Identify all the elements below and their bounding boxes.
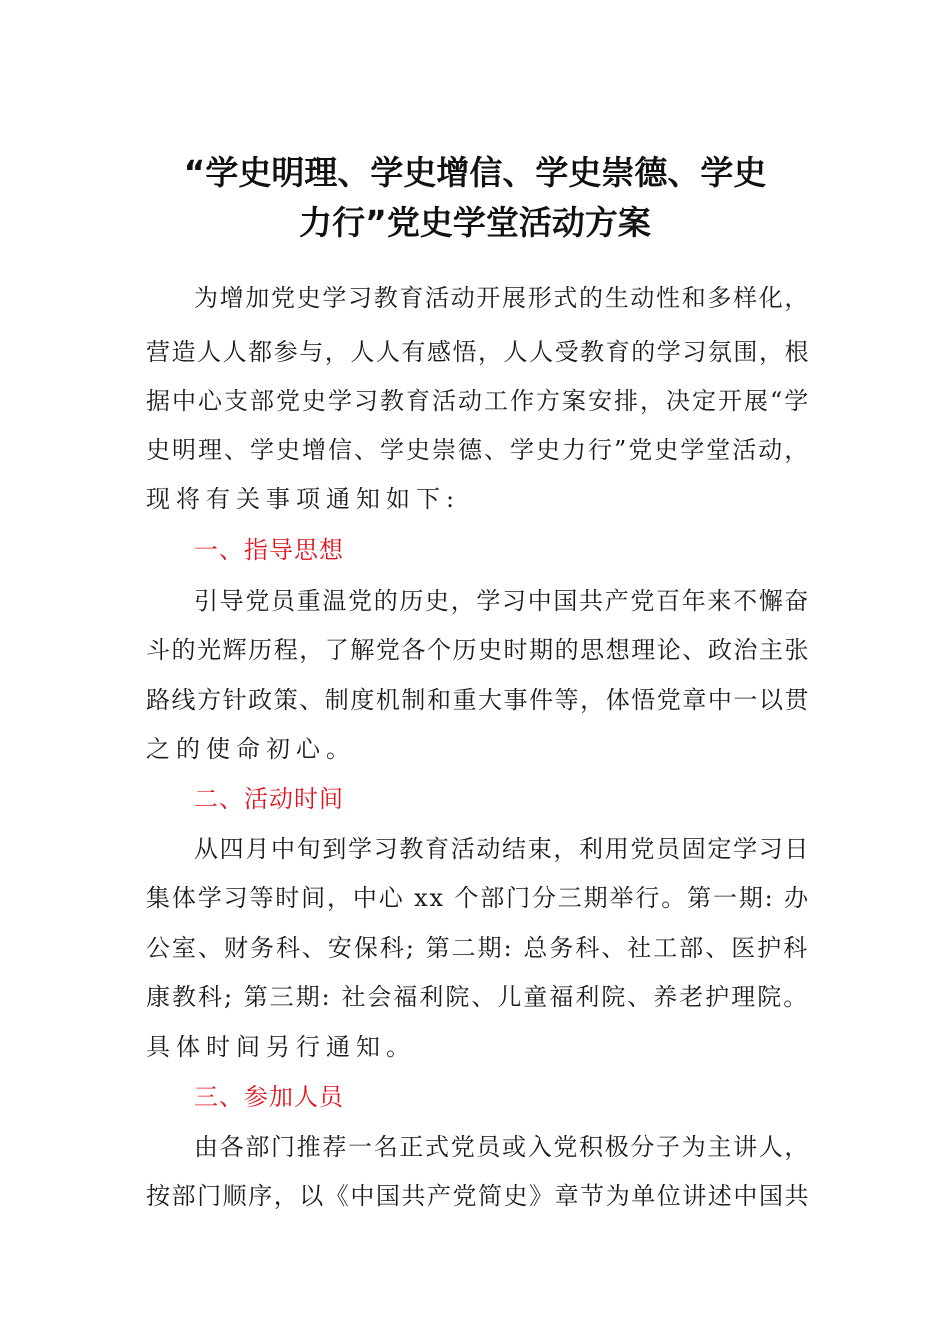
section-1-line: 路线方针政策、制度机制和重大事件等，体悟党章中一以贯 bbox=[146, 686, 811, 714]
page-title-line-1: “学史明理、学史增信、学史崇德、学史 bbox=[183, 153, 767, 192]
section-3-line: 按部门顺序，以《中国共产党简史》章节为单位讲述中国共 bbox=[146, 1182, 811, 1210]
section-1-line: 斗的光辉历程，了解党各个历史时期的思想理论、政治主张 bbox=[146, 636, 811, 664]
page-title-line-2: 力行”党史学堂活动方案 bbox=[299, 203, 651, 242]
section-heading-guiding-thought: 一、指导思想 bbox=[194, 536, 344, 564]
section-2-line: 具体时间另行通知。 bbox=[146, 1033, 416, 1061]
intro-line: 据中心支部党史学习教育活动工作方案安排，决定开展“学 bbox=[146, 387, 811, 415]
section-2-line: 公室、财务科、安保科; 第二期: 总务科、社工部、医护科 bbox=[146, 934, 810, 962]
section-1-line: 之的使命初心。 bbox=[146, 735, 356, 763]
intro-line: 营造人人都参与，人人有感悟，人人受教育的学习氛围，根 bbox=[146, 338, 811, 366]
section-heading-activity-time: 二、活动时间 bbox=[194, 785, 344, 813]
section-heading-participants: 三、参加人员 bbox=[194, 1083, 344, 1111]
intro-line: 现将有关事项通知如下: bbox=[146, 485, 461, 513]
section-1-line: 引导党员重温党的历史，学习中国共产党百年来不懈奋 bbox=[194, 587, 811, 615]
section-3-line: 由各部门推荐一名正式党员或入党积极分子为主讲人， bbox=[194, 1133, 811, 1161]
section-2-line: 康教科; 第三期: 社会福利院、儿童福利院、养老护理院。 bbox=[146, 983, 810, 1011]
intro-line: 史明理、学史增信、学史崇德、学史力行”党史学堂活动， bbox=[146, 436, 811, 464]
section-2-line: 从四月中旬到学习教育活动结束，利用党员固定学习日 bbox=[194, 835, 811, 863]
section-2-line: 集体学习等时间，中心 xx 个部门分三期举行。第一期: 办 bbox=[146, 884, 810, 912]
intro-line: 为增加党史学习教育活动开展形式的生动性和多样化， bbox=[194, 284, 811, 312]
